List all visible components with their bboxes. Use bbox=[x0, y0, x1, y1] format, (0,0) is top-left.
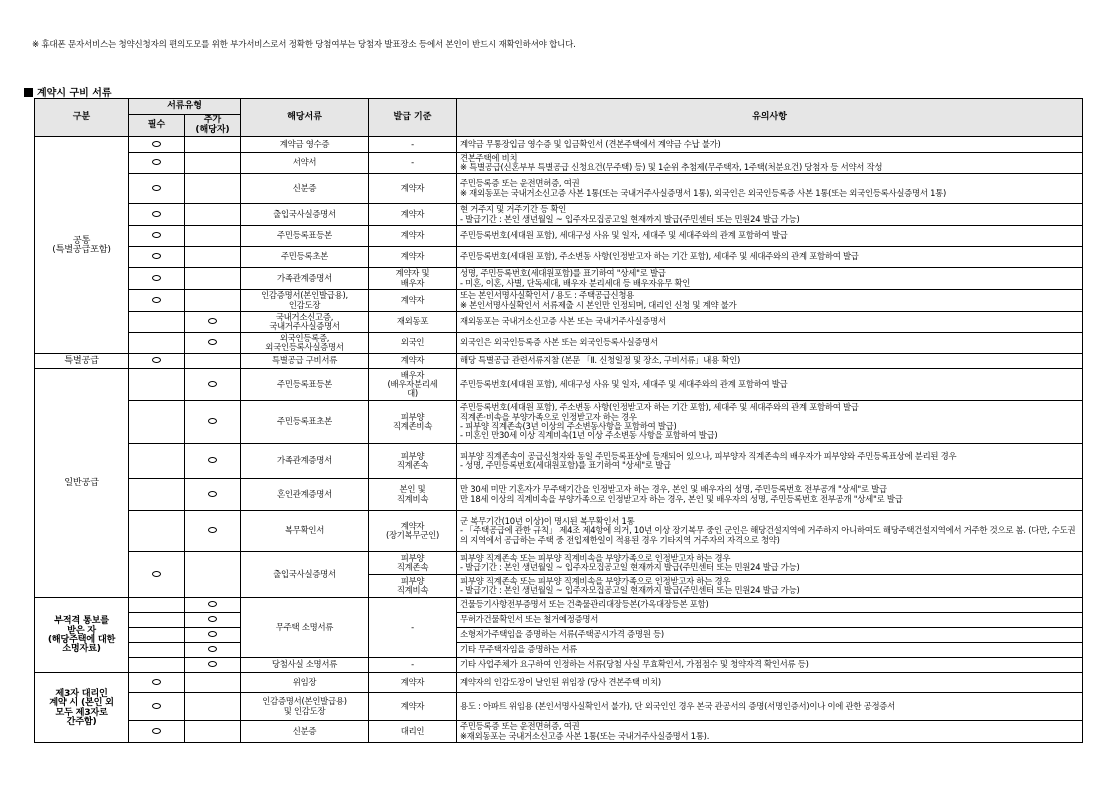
required-mark bbox=[129, 673, 185, 693]
doc-name: 인감증명서(본인발급용), 인감도장 bbox=[241, 290, 369, 312]
table-row bbox=[35, 673, 1083, 693]
square-bullet-icon bbox=[24, 88, 33, 97]
circle-mark-icon bbox=[152, 185, 161, 191]
circle-mark-icon bbox=[208, 381, 217, 387]
header-required: 필수 bbox=[129, 115, 185, 137]
doc-name: 주민등록초본 bbox=[241, 247, 369, 268]
doc-name: 출입국사실증명서 bbox=[241, 204, 369, 226]
doc-name: 외국인등록증, 외국인등록사실증명서 bbox=[241, 333, 369, 354]
circle-mark-icon bbox=[208, 339, 217, 345]
required-mark bbox=[129, 511, 185, 552]
circle-mark-icon bbox=[152, 297, 161, 303]
required-mark bbox=[129, 598, 185, 613]
required-mark bbox=[129, 247, 185, 268]
doc-name: 가족관계증명서 bbox=[241, 444, 369, 479]
note: 외국인은 외국인등록증 사본 또는 외국인등록사실증명서 bbox=[457, 333, 1083, 354]
note: 주민등록번호(세대원 포함), 세대구성 사유 및 일자, 세대주 및 세대주와의 관계 포함하여 발급 bbox=[457, 226, 1083, 247]
circle-mark-icon bbox=[152, 357, 161, 363]
issuer: 외국인 bbox=[369, 333, 457, 354]
doc-name: 출입국사실증명서 bbox=[241, 552, 369, 598]
issuer: 계약자 bbox=[369, 673, 457, 693]
circle-mark-icon bbox=[208, 318, 217, 324]
doc-name: 복무확인서 bbox=[241, 511, 369, 552]
note: 피부양 직계존속 또는 피부양 직계비속을 부양가족으로 인정받고자 하는 경우 - 발급기간 : 본인 생년월일 ~ 입주자모집공고일 현재까지 발급(주민센터 또는 민원24 발급 가능) bbox=[457, 575, 1083, 598]
doc-name: 특별공급 구비서류 bbox=[241, 354, 369, 369]
note: 주민등록증 또는 운전면허증, 여권 ※재외동포는 국내거소신고증 사본 1통(또는 국내거주사실증명서 1통). bbox=[457, 721, 1083, 743]
additional-mark bbox=[185, 312, 241, 333]
circle-mark-icon bbox=[152, 253, 161, 259]
table-row bbox=[35, 204, 1083, 226]
circle-mark-icon bbox=[208, 527, 217, 533]
additional-mark bbox=[185, 628, 241, 643]
required-mark bbox=[129, 613, 185, 628]
additional-mark bbox=[185, 479, 241, 511]
table-row bbox=[35, 643, 1083, 658]
circle-mark-icon bbox=[152, 703, 161, 709]
header-additional: 추가 (해당자) bbox=[185, 115, 241, 137]
issuer: 대리인 bbox=[369, 721, 457, 743]
table-row bbox=[35, 290, 1083, 312]
additional-mark bbox=[185, 153, 241, 174]
section-title: 계약시 구비 서류 bbox=[24, 84, 112, 99]
issuer: - bbox=[369, 137, 457, 153]
required-mark bbox=[129, 174, 185, 204]
issuer: 계약자 bbox=[369, 174, 457, 204]
header-category: 구분 bbox=[35, 99, 129, 137]
note: 주민등록번호(세대원 포함), 세대구성 사유 및 일자, 세대주 및 세대주와의 관계 포함하여 발급 bbox=[457, 369, 1083, 401]
additional-mark bbox=[185, 643, 241, 658]
additional-mark bbox=[185, 333, 241, 354]
group-general: 일반공급 bbox=[35, 369, 129, 598]
table-row bbox=[35, 401, 1083, 444]
table-row bbox=[35, 369, 1083, 401]
circle-mark-icon bbox=[208, 661, 217, 667]
issuer: 본인 및 직계비속 bbox=[369, 479, 457, 511]
required-mark bbox=[129, 290, 185, 312]
required-mark bbox=[129, 153, 185, 174]
table-row bbox=[35, 511, 1083, 552]
additional-mark bbox=[185, 290, 241, 312]
issuer: 계약자 bbox=[369, 693, 457, 721]
additional-mark bbox=[185, 174, 241, 204]
circle-mark-icon bbox=[152, 571, 161, 577]
required-mark bbox=[129, 643, 185, 658]
table-row bbox=[35, 333, 1083, 354]
circle-mark-icon bbox=[208, 418, 217, 424]
note: 현 거주지 및 거주기간 등 확인 - 발급기간 : 본인 생년월일 ~ 입주자모집공고일 현재까지 발급(주민센터 또는 민원24 발급 가능) bbox=[457, 204, 1083, 226]
issuer: 피부양 직계비속 bbox=[369, 575, 457, 598]
additional-mark bbox=[185, 444, 241, 479]
group-common: 공통 (특별공급포함) bbox=[35, 137, 129, 354]
additional-mark bbox=[185, 204, 241, 226]
issuer: 피부양 직계존속 bbox=[369, 444, 457, 479]
doc-name: 가족관계증명서 bbox=[241, 268, 369, 290]
required-mark bbox=[129, 552, 185, 598]
table-row bbox=[35, 721, 1083, 743]
note: 계약금 무통장입금 영수증 및 입금확인서 (견본주택에서 계약금 수납 불가) bbox=[457, 137, 1083, 153]
doc-name: 인감증명서(본인발급용) 및 인감도장 bbox=[241, 693, 369, 721]
issuer: 계약자 bbox=[369, 354, 457, 369]
required-mark bbox=[129, 312, 185, 333]
header-issuer: 발급 기준 bbox=[369, 99, 457, 137]
additional-mark bbox=[185, 401, 241, 444]
additional-mark bbox=[185, 721, 241, 743]
additional-mark bbox=[185, 693, 241, 721]
note: 용도 : 아파트 위임용 (본인서명사실확인서 불가), 단 외국인인 경우 본국 관공서의 증명(서명인증서)이나 이에 관한 공정증서 bbox=[457, 693, 1083, 721]
note: 해당 특별공급 관련서류지참 (본문 「Ⅱ. 신청일정 및 장소, 구비서류」내용 확인) bbox=[457, 354, 1083, 369]
doc-name: 당첨사실 소명서류 bbox=[241, 658, 369, 673]
required-mark bbox=[129, 658, 185, 673]
required-mark bbox=[129, 479, 185, 511]
required-mark bbox=[129, 137, 185, 153]
circle-mark-icon bbox=[208, 631, 217, 637]
note: 성명, 주민등록번호(세대원포함)를 표기하여 "상세"로 발급 - 미혼, 이혼, 사별, 단독세대, 배우자 분리세대 등 배우자유무 확인 bbox=[457, 268, 1083, 290]
table-row bbox=[35, 479, 1083, 511]
circle-mark-icon bbox=[152, 275, 161, 281]
doc-name: 주민등록표초본 bbox=[241, 401, 369, 444]
issuer: - bbox=[369, 153, 457, 174]
table-row bbox=[35, 174, 1083, 204]
note: 재외동포는 국내거소신고증 사본 또는 국내거주사실증명서 bbox=[457, 312, 1083, 333]
doc-name: 서약서 bbox=[241, 153, 369, 174]
note: 소형저가주택임을 증명하는 서류(주택공시가격 증명원 등) bbox=[457, 628, 1083, 643]
additional-mark bbox=[185, 354, 241, 369]
doc-name: 계약금 영수증 bbox=[241, 137, 369, 153]
additional-mark bbox=[185, 137, 241, 153]
doc-name: 위임장 bbox=[241, 673, 369, 693]
required-mark bbox=[129, 204, 185, 226]
additional-mark bbox=[185, 658, 241, 673]
table-row bbox=[35, 444, 1083, 479]
table-row bbox=[35, 354, 1083, 369]
note: 계약자의 인감도장이 날인된 위임장 (당사 견본주택 비치) bbox=[457, 673, 1083, 693]
header-notes: 유의사항 bbox=[457, 99, 1083, 137]
required-mark bbox=[129, 369, 185, 401]
circle-mark-icon bbox=[152, 211, 161, 217]
required-mark bbox=[129, 401, 185, 444]
required-mark bbox=[129, 444, 185, 479]
issuer: 계약자 bbox=[369, 204, 457, 226]
doc-name: 신분증 bbox=[241, 174, 369, 204]
note: 주민등록번호(세대원 포함), 주소변동 사항(인정받고자 하는 기간 포함), 세대주 및 세대주와의 관계 포함하여 발급 bbox=[457, 247, 1083, 268]
circle-mark-icon bbox=[208, 646, 217, 652]
table-row bbox=[35, 628, 1083, 643]
note: 주민등록증 또는 운전면허증, 여권 ※ 재외동포는 국내거소신고증 사본 1통(또는 국내거주사실증명서 1통), 외국인은 외국인등록증 사본 1통(또는 외국인등록사실증명서 1통) bbox=[457, 174, 1083, 204]
table-row bbox=[35, 247, 1083, 268]
additional-mark bbox=[185, 268, 241, 290]
note: 무허가건물확인서 또는 철거예정증명서 bbox=[457, 613, 1083, 628]
table-row bbox=[35, 268, 1083, 290]
additional-mark bbox=[185, 511, 241, 552]
table-row bbox=[35, 613, 1083, 628]
table-row bbox=[35, 312, 1083, 333]
note: 피부양 직계존속 또는 피부양 직계비속을 부양가족으로 인정받고자 하는 경우 - 발급기간 : 본인 생년월일 ~ 입주자모집공고일 현재까지 발급(주민센터 또는 민원24 발급 가능) bbox=[457, 552, 1083, 575]
required-mark bbox=[129, 354, 185, 369]
issuer: 계약자 (장기복무군인) bbox=[369, 511, 457, 552]
issuer: - bbox=[369, 598, 457, 658]
group-special: 특별공급 bbox=[35, 354, 129, 369]
issuer: 계약자 및 배우자 bbox=[369, 268, 457, 290]
documents-table bbox=[34, 98, 1083, 743]
header-row bbox=[35, 99, 1083, 115]
required-mark bbox=[129, 226, 185, 247]
required-mark bbox=[129, 268, 185, 290]
note: 기타 사업주체가 요구하여 인정하는 서류(당첨 사실 무효확인서, 가점점수 및 청약자격 확인서류 등) bbox=[457, 658, 1083, 673]
note: 피부양 직계존속이 공급신청자와 동일 주민등록표상에 등재되어 있으나, 피부양자 직계존속의 배우자가 피부양와 주민등록표상에 분리된 경우 - 성명, 주민등록번호(세대원포함)를 표기하여 "상세"로 발급 bbox=[457, 444, 1083, 479]
doc-name: 신분증 bbox=[241, 721, 369, 743]
circle-mark-icon bbox=[208, 457, 217, 463]
note: 견본주택에 비치 ※ 특별공급(신혼부부 특별공급 신청요건(무주택) 등) 및 1순위 추첨제(무주택자, 1주택(처분요건) 당첨자 등 서약서 작성 bbox=[457, 153, 1083, 174]
required-mark bbox=[129, 693, 185, 721]
note: 건물등기사항전부증명서 또는 건축물관리대장등본(가옥대장등본 포함) bbox=[457, 598, 1083, 613]
doc-name: 국내거소신고증, 국내거주사실증명서 bbox=[241, 312, 369, 333]
note: 군 복무기간(10년 이상)이 명시된 복무확인서 1통 - 「주택공급에 관한 규칙」 제4조 제4항에 의거, 10년 이상 장기복무 중인 군인은 해당건설지역에 거주하지 아니하여도 해당주택건설지역에서 거주한 것으로 봄. (다만, 수도권의 지역에서 공급하는 주택 중 전입제한일이 적용된 경우 기타지역 거주자의 자격으로 청약) bbox=[457, 511, 1083, 552]
additional-mark bbox=[185, 598, 241, 613]
issuer: - bbox=[369, 658, 457, 673]
circle-mark-icon bbox=[208, 491, 217, 497]
additional-mark bbox=[185, 226, 241, 247]
circle-mark-icon bbox=[208, 616, 217, 622]
note: 또는 본인서명사실확인서 / 용도 : 주택공급신청용 ※ 본인서명사실확인서 서류제출 시 본인만 인정되며, 대리인 신청 및 계약 불가 bbox=[457, 290, 1083, 312]
additional-mark bbox=[185, 247, 241, 268]
doc-name: 주민등록표등본 bbox=[241, 226, 369, 247]
table-row bbox=[35, 153, 1083, 174]
required-mark bbox=[129, 721, 185, 743]
note: 기타 무주택자임을 증명하는 서류 bbox=[457, 643, 1083, 658]
circle-mark-icon bbox=[152, 141, 161, 147]
note: 만 30세 미만 기혼자가 무주택기간을 인정받고자 하는 경우, 본인 및 배우자의 성명, 주민등록번호 전부공개 "상세"로 발급 만 18세 이상의 직계비속을 부양가족으로 인정받고자 하는 경우, 본인 및 배우자의 성명, 주민등록번호 전부공개 "상세"로 발급 bbox=[457, 479, 1083, 511]
doc-name: 주민등록표등본 bbox=[241, 369, 369, 401]
additional-mark bbox=[185, 673, 241, 693]
issuer: 계약자 bbox=[369, 226, 457, 247]
required-mark bbox=[129, 333, 185, 354]
issuer: 배우자 (배우자분리세 대) bbox=[369, 369, 457, 401]
table-row bbox=[35, 658, 1083, 673]
header-document: 해당서류 bbox=[241, 99, 369, 137]
doc-name: 혼인관계증명서 bbox=[241, 479, 369, 511]
circle-mark-icon bbox=[152, 159, 161, 165]
table-row bbox=[35, 598, 1083, 613]
group-ineligible: 부적격 통보를 받은 자 (해당주택에 대한 소명자료) bbox=[35, 598, 129, 673]
issuer: 계약자 bbox=[369, 247, 457, 268]
issuer: 피부양 직계존비속 bbox=[369, 401, 457, 444]
additional-mark bbox=[185, 369, 241, 401]
issuer: 재외동포 bbox=[369, 312, 457, 333]
header-doc-type: 서류유형 bbox=[129, 99, 241, 115]
circle-mark-icon bbox=[152, 679, 161, 685]
issuer: 피부양 직계존속 bbox=[369, 552, 457, 575]
additional-mark bbox=[185, 552, 241, 598]
circle-mark-icon bbox=[152, 728, 161, 734]
table-row bbox=[35, 693, 1083, 721]
notice-text: ※ 휴대폰 문자서비스는 청약신청자의 편의도모를 위한 부가서비스로서 정확한 당첨여부는 당첨자 발표장소 등에서 본인이 반드시 재확인하셔야 합니다. bbox=[32, 40, 576, 50]
note: 주민등록번호(세대원 포함), 주소변동 사항(인정받고자 하는 기간 포함), 세대주 및 세대주와의 관계 포함하여 발급 직계존·비속을 부양가족으로 인정받고자 하는 경우 - 피부양 직계존속(3년 이상의 주소변동사항을 포함하여 발급) - 미혼인 만30세 이상 직계비속(1년 이상 주소변동 사항을 포함하여 발급) bbox=[457, 401, 1083, 444]
table-row bbox=[35, 137, 1083, 153]
table-row bbox=[35, 226, 1083, 247]
issuer: 계약자 bbox=[369, 290, 457, 312]
table-row bbox=[35, 552, 1083, 575]
doc-name: 무주택 소명서류 bbox=[241, 598, 369, 658]
circle-mark-icon bbox=[208, 601, 217, 607]
circle-mark-icon bbox=[152, 232, 161, 238]
group-proxy: 제3자 대리인 계약 시 (본인 외 모두 제3자로 간주함) bbox=[35, 673, 129, 743]
required-mark bbox=[129, 628, 185, 643]
additional-mark bbox=[185, 613, 241, 628]
